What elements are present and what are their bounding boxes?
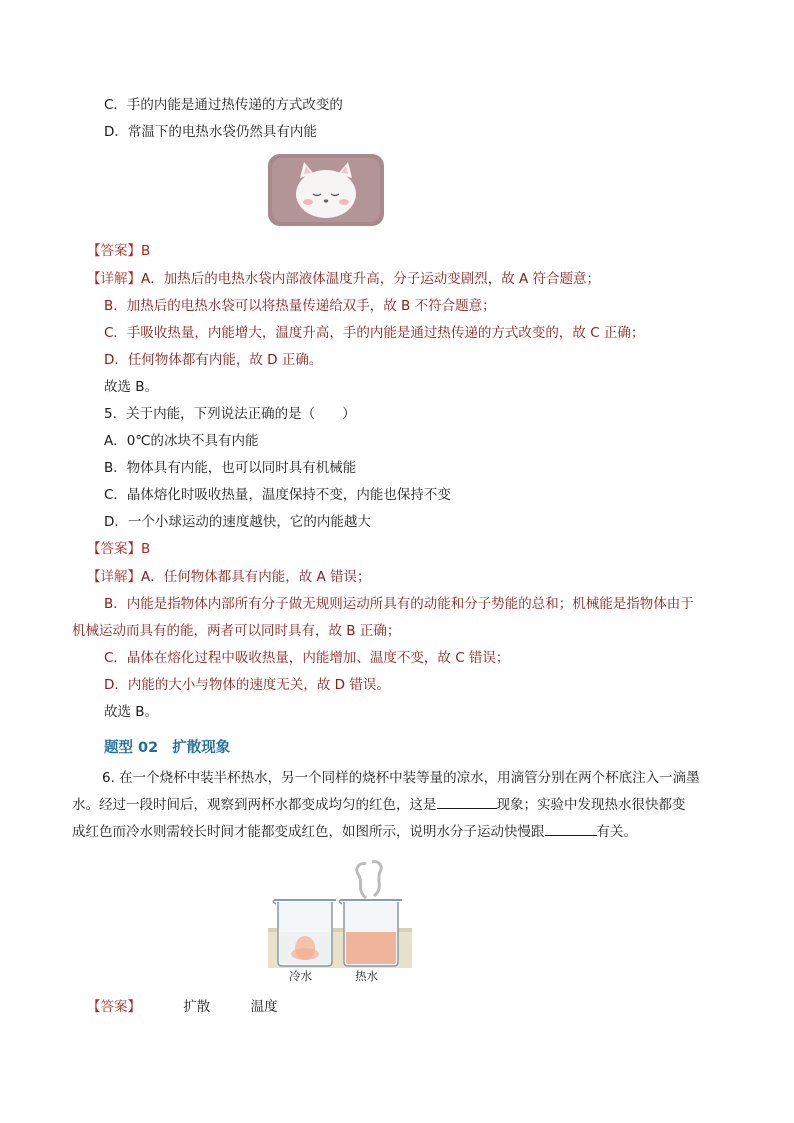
- q6-blank-1: [437, 794, 497, 809]
- q5-detail-b-2: 机械运动而具有的能，两者可以同时具有，故 B 正确；: [72, 623, 401, 639]
- q6-answer: 【答案】 扩散 温度: [87, 995, 278, 1015]
- q5-option-b: B．物体具有内能，也可以同时具有机械能: [104, 460, 357, 476]
- q4-answer: 【答案】B: [87, 243, 151, 259]
- beakers-image: [268, 850, 412, 968]
- q5-detail-c: C．晶体在熔化过程中吸收热量，内能增加、温度不变，故 C 错误；: [104, 650, 510, 666]
- q6-answer-2: 温度: [250, 999, 278, 1015]
- q4-option-d: D．常温下的电热水袋仍然具有内能: [104, 124, 317, 140]
- q5-option-d: D．一个小球运动的速度越快，它的内能越大: [104, 514, 371, 530]
- q5-detail-d: D．内能的大小与物体的速度无关，故 D 错误。: [104, 677, 390, 693]
- q5-option-c: C．晶体熔化时吸收热量，温度保持不变，内能也保持不变: [104, 487, 451, 503]
- q4-detail-c: C．手吸收热量，内能增大，温度升高，手的内能是通过热传递的方式改变的，故 C 正确；: [104, 325, 645, 341]
- q5-detail-a: 【详解】A．任何物体都具有内能，故 A 错误；: [87, 569, 371, 585]
- q4-option-c: C．手的内能是通过热传递的方式改变的: [104, 97, 343, 113]
- q5-detail-b-1: B．内能是指物体内部所有分子做无规则运动所具有的动能和分子势能的总和；机械能是指物体由于: [104, 596, 694, 612]
- q6-answer-1: 扩散: [183, 999, 211, 1015]
- q4-detail-d: D．任何物体都有内能，故 D 正确。: [104, 352, 323, 368]
- caption-hot-water: 热水: [355, 969, 378, 983]
- section-label: 题型 02: [104, 740, 159, 756]
- caption-cold-water: 冷水: [289, 969, 312, 983]
- q5-question: 5．关于内能，下列说法正确的是（ ）: [104, 406, 356, 422]
- q6-question: 6. 在一个烧杯中装半杯热水，另一个同样的烧杯中装等量的凉水，用滴管分别在两个杯底注入一滴墨 水。经过一段时间后，观察到两杯水都变成均匀的红色，这是 现象；实验中发现热水很快都变 成红色而冷水则需较长时间才能都变成红色，如图所示，说明水分子运动快慢跟 有关。: [72, 770, 700, 840]
- q4-conclusion: 故选 B。: [104, 379, 159, 395]
- section-title: 扩散现象: [172, 740, 231, 756]
- q5-conclusion: 故选 B。: [104, 704, 159, 720]
- q4-detail-a: 【详解】A．加热后的电热水袋内部液体温度升高，分子运动变剧烈，故 A 符合题意；: [87, 271, 601, 287]
- q4-detail-b: B．加热后的电热水袋可以将热量传递给双手，故 B 不符合题意；: [104, 298, 496, 314]
- q6-blank-2: [545, 821, 597, 836]
- q5-option-a: A．0℃的冰块不具有内能: [104, 433, 259, 449]
- q5-answer: 【答案】B: [87, 541, 151, 557]
- hot-water-bag-image: [266, 150, 386, 230]
- section-heading: [104, 736, 230, 757]
